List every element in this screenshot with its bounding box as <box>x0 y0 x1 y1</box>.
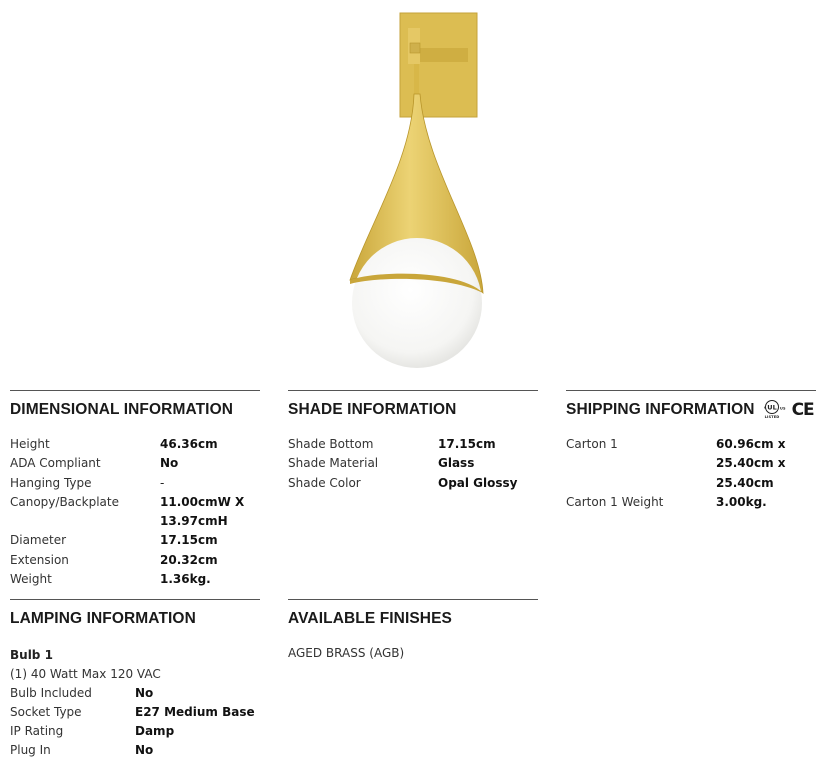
spec-label: Socket Type <box>10 705 82 719</box>
divider <box>288 390 538 391</box>
spec-label: Shade Bottom <box>288 437 374 451</box>
spec-label: Canopy/Backplate <box>10 494 119 509</box>
finishes-section <box>288 599 538 663</box>
spec-row <box>566 493 836 512</box>
spec-value: No <box>135 743 154 757</box>
spec-value: 17.15cm <box>160 533 218 548</box>
spec-value: 46.36cm <box>160 437 218 451</box>
ul-listed-text: LISTED <box>764 415 779 419</box>
bulb-description: (1) 40 Watt Max 120 VAC <box>10 667 161 681</box>
spec-row <box>10 493 260 532</box>
dimensional-section <box>10 390 260 589</box>
spec-value: No <box>160 456 179 471</box>
section-heading <box>566 399 836 421</box>
spec-label: Bulb Included <box>10 686 92 700</box>
spec-value: 1.36kg. <box>160 572 211 587</box>
spec-value: 60.96cm x 25.40cm x 25.40cm <box>716 437 786 490</box>
lamping-section <box>10 599 260 760</box>
section-heading: SHADE INFORMATION <box>288 401 457 418</box>
section-heading: DIMENSIONAL INFORMATION <box>10 401 234 418</box>
spec-value: No <box>135 686 154 700</box>
spec-label: ADA Compliant <box>10 456 101 471</box>
spec-row <box>288 435 538 454</box>
shade-section <box>288 390 538 493</box>
spec-label: IP Rating <box>10 724 64 738</box>
spec-row <box>10 741 260 760</box>
finish-item: AGED BRASS (AGB) <box>288 646 405 660</box>
section-heading: LAMPING INFORMATION <box>10 610 196 627</box>
spec-row <box>10 684 260 703</box>
spec-value: 3.00kg. <box>716 494 767 509</box>
svg-text:c: c <box>763 405 766 410</box>
spec-label: Height <box>10 437 50 451</box>
spec-row <box>288 454 538 473</box>
spec-row <box>10 435 260 454</box>
ul-us-text: US <box>779 406 786 411</box>
bulb-title: Bulb 1 <box>10 648 53 662</box>
spec-label: Carton 1 Weight <box>566 494 664 509</box>
spec-label: Diameter <box>10 533 67 548</box>
dimensional-rows <box>10 435 260 589</box>
spec-row <box>10 454 260 473</box>
spec-label: Hanging Type <box>10 475 92 490</box>
spec-row <box>10 551 260 570</box>
spec-label: Weight <box>10 572 52 587</box>
spec-value: Glass <box>438 456 475 471</box>
divider <box>288 599 538 600</box>
shipping-rows <box>566 435 836 512</box>
spec-row <box>10 570 260 589</box>
divider <box>10 599 260 600</box>
spec-row <box>288 474 538 493</box>
section-heading-text: SHIPPING INFORMATION <box>566 401 755 418</box>
spec-value: - <box>160 475 165 490</box>
spec-value: 20.32cm <box>160 552 218 567</box>
divider <box>10 390 260 391</box>
spec-row <box>10 474 260 493</box>
spec-label: Plug In <box>10 743 51 757</box>
lamping-rows <box>10 684 260 760</box>
spec-row <box>566 435 836 493</box>
section-heading: AVAILABLE FINISHES <box>288 610 452 627</box>
spec-row <box>10 722 260 741</box>
spec-value: E27 Medium Base <box>135 705 255 719</box>
ul-text: UL <box>766 403 777 412</box>
spec-value: Opal Glossy <box>438 475 518 490</box>
spec-label: Extension <box>10 552 69 567</box>
ce-mark-icon: CE <box>791 400 814 420</box>
spec-row <box>10 703 260 722</box>
divider <box>566 390 816 391</box>
spec-value: 17.15cm <box>438 437 496 451</box>
shade-rows <box>288 435 538 493</box>
ul-listed-icon <box>763 399 789 421</box>
spec-value: 11.00cmW X 13.97cmH <box>160 494 245 529</box>
spec-row <box>10 531 260 550</box>
product-image <box>340 8 500 368</box>
certifications <box>763 399 814 421</box>
spec-label: Carton 1 <box>566 437 618 451</box>
shipping-section <box>566 390 836 512</box>
spec-label: Shade Color <box>288 475 361 490</box>
spec-label: Shade Material <box>288 456 379 471</box>
spec-value: Damp <box>135 724 175 738</box>
